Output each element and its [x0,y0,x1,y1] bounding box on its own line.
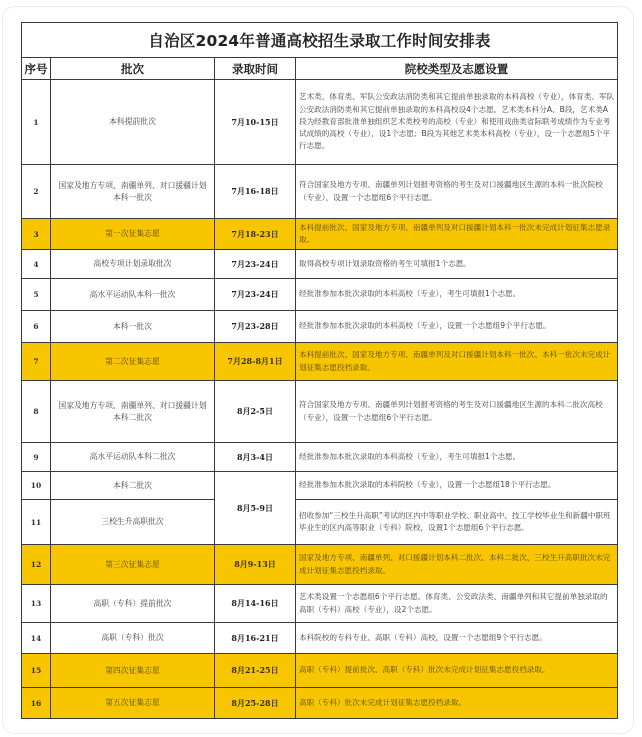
table-row [22,311,618,343]
row-description: 高职（专科）批次未完成计划征集志愿投档录取。 [296,688,618,719]
row-time: 8月25-28日 [215,688,296,719]
row-description: 经批准参加本批次录取的本科高校（专业），考生可填报1个志愿。 [296,279,618,311]
row-description: 国家及地方专项、南疆单列、对口援疆计划本科二批次、本科二批次、三校生升高职批次未完成计划征集志愿投档录取。 [296,545,618,585]
row-batch: 高职（专科）提前批次 [51,585,215,623]
row-description: 本科提前批次、国家及地方专项、南疆单列及对口援疆计划本科一批次、本科一批次未完成计划征集志愿投档录取。 [296,343,618,381]
table-row [22,381,618,443]
row-no: 16 [22,688,51,719]
admission-schedule-table [21,22,618,719]
title-row [22,23,618,58]
row-batch: 高校专项计划录取批次 [51,250,215,279]
row-batch: 第二次征集志愿 [51,343,215,381]
row-no: 15 [22,654,51,688]
row-description: 艺术类、体育类、军队公安政法消防类和其它提前单独录取的本科高校（专业），体育类、军队公安政法消防类和其它提前单独录取的本科高校设4个志愿。艺术类本科分A、B段，艺术类A段为经教育部批准单独组织艺术类校考的高校（专业）和使用戏曲类省际联考成绩作为专业考试成绩的高校（专业），设1个志愿；B段为其他艺术类本科高校（专业），设一个志愿组5个平行志愿。 [296,80,618,165]
row-no: 7 [22,343,51,381]
table-row [22,80,618,165]
col-header-time: 录取时间 [215,58,296,80]
row-batch: 国家及地方专项、南疆单列、对口援疆计划本科二批次 [51,381,215,443]
col-header-description: 院校类型及志愿设置 [296,58,618,80]
table-row-highlighted [22,343,618,381]
admission-schedule-sheet [21,22,617,719]
row-time: 8月3-4日 [215,443,296,472]
row-time: 7月16-18日 [215,165,296,219]
row-description: 经批准参加本批次录取的本科高校（专业），考生可填报1个志愿。 [296,443,618,472]
row-no: 10 [22,472,51,500]
row-description: 本科院校的专科专业、高职（专科）高校，设置一个志愿组9个平行志愿。 [296,623,618,654]
row-no: 12 [22,545,51,585]
row-no: 14 [22,623,51,654]
row-batch: 三校生升高职批次 [51,500,215,545]
row-time: 8月14-16日 [215,585,296,623]
row-no: 8 [22,381,51,443]
row-time-merged: 8月5-9日 [215,472,296,545]
table-row [22,585,618,623]
table-row [22,250,618,279]
row-no: 1 [22,80,51,165]
row-no: 11 [22,500,51,545]
row-batch: 第四次征集志愿 [51,654,215,688]
row-batch: 第一次征集志愿 [51,219,215,250]
row-no: 2 [22,165,51,219]
table-row-highlighted [22,545,618,585]
table-row [22,165,618,219]
row-batch: 国家及地方专项、南疆单列、对口援疆计划本科一批次 [51,165,215,219]
row-batch: 第五次征集志愿 [51,688,215,719]
row-time: 7月18-23日 [215,219,296,250]
row-no: 6 [22,311,51,343]
row-batch: 高职（专科）批次 [51,623,215,654]
table-row [22,279,618,311]
row-description: 符合国家及地方专项、南疆单列计划报考资格的考生及对口援疆地区生源的本科二批次高校（专业），设置一个志愿组6个平行志愿。 [296,381,618,443]
row-description: 取得高校专项计划录取资格的考生可填报1个志愿。 [296,250,618,279]
row-time: 8月16-21日 [215,623,296,654]
row-no: 5 [22,279,51,311]
row-batch: 本科二批次 [51,472,215,500]
row-no: 13 [22,585,51,623]
col-header-no: 序号 [22,58,51,80]
table-row [22,472,618,500]
row-time: 7月23-24日 [215,279,296,311]
col-header-batch: 批次 [51,58,215,80]
row-time: 7月23-24日 [215,250,296,279]
header-row [22,58,618,80]
row-description: 招收参加“三校生升高职”考试的区内中等职业学校、职业高中、技工学校毕业生和新疆中职班毕业生的区内高等职业（专科）院校，设置1个志愿组6个平行志愿。 [296,500,618,545]
table-row [22,623,618,654]
table-row-highlighted [22,219,618,250]
row-batch: 本科一批次 [51,311,215,343]
row-description: 经批准参加本批次录取的本科高校（专业），设置一个志愿组9个平行志愿。 [296,311,618,343]
row-no: 3 [22,219,51,250]
row-time: 7月23-28日 [215,311,296,343]
row-description: 符合国家及地方专项、南疆单列计划报考资格的考生及对口援疆地区生源的本科一批次院校（专业），设置一个志愿组6个平行志愿。 [296,165,618,219]
table-row-highlighted [22,654,618,688]
row-description: 本科提前批次、国家及地方专项、南疆单列及对口援疆计划本科一批次未完成计划征集志愿录取。 [296,219,618,250]
row-time: 7月28-8月1日 [215,343,296,381]
row-description: 艺术类设置一个志愿组6个平行志愿。体育类、公安政法类、南疆单列和其它提前单独录取的高职（专科）高校（专业），设2个志愿。 [296,585,618,623]
row-no: 9 [22,443,51,472]
table-row [22,500,618,545]
row-description: 高职（专科）提前批次、高职（专科）批次未完成计划征集志愿投档录取。 [296,654,618,688]
row-batch: 高水平运动队本科二批次 [51,443,215,472]
row-batch: 第三次征集志愿 [51,545,215,585]
table-row [22,443,618,472]
row-batch: 本科提前批次 [51,80,215,165]
table-row-highlighted [22,688,618,719]
row-time: 8月9-13日 [215,545,296,585]
row-time: 7月10-15日 [215,80,296,165]
row-batch: 高水平运动队本科一批次 [51,279,215,311]
row-time: 8月21-25日 [215,654,296,688]
table-title: 自治区2024年普通高校招生录取工作时间安排表 [22,23,618,58]
row-no: 4 [22,250,51,279]
row-description: 经批准参加本批次录取的本科院校（专业），设置一个志愿组18个平行志愿。 [296,472,618,500]
row-time: 8月2-5日 [215,381,296,443]
